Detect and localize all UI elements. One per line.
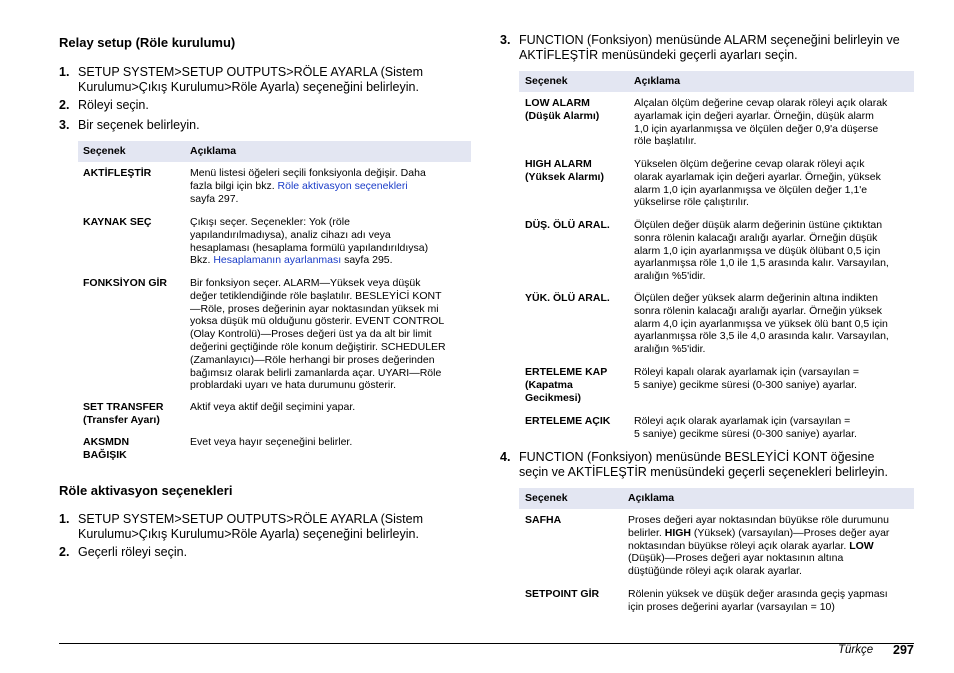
option-description: Rölenin yüksek ve düşük değer arasında geçiş yapması için proses değerini ayarlar (varsayılan = 10)	[628, 588, 888, 613]
step-number: 4.	[500, 450, 511, 464]
header-option: Seçenek	[525, 492, 568, 504]
option-name: ERTELEME KAP (Kapatma Gecikmesi)	[525, 366, 608, 404]
step-number: 1.	[59, 512, 70, 526]
step-number: 3.	[500, 33, 511, 47]
footer-divider	[59, 643, 914, 644]
option-name: HIGH ALARM (Yüksek Alarmı)	[525, 158, 604, 183]
option-description: Röleyi kapalı olarak ayarlamak için (varsayılan = 5 saniye) gecikme süresi (0-300 saniye) ayarlar.	[634, 366, 859, 391]
alarm-options-table	[519, 71, 914, 446]
option-name: ERTELEME AÇIK	[525, 415, 611, 427]
step-text: Kurulumu>Çıkış Kurulumu>Röle Ayarla) seçeneğini belirleyin.	[78, 80, 419, 94]
step-text: Geçerli röleyi seçin.	[78, 545, 188, 559]
header-description: Açıklama	[634, 75, 681, 87]
step-number: 3.	[59, 118, 70, 132]
option-name: SET TRANSFER (Transfer Ayarı)	[83, 401, 164, 426]
step-text: SETUP SYSTEM>SETUP OUTPUTS>RÖLE AYARLA (Sistem	[78, 65, 424, 79]
option-name: AKTİFLEŞTİR	[83, 167, 152, 179]
section-title-relay-activation: Röle aktivasyon seçenekleri	[59, 483, 233, 498]
option-name: AKSMDN BAĞIŞIK	[83, 436, 130, 461]
option-name: KAYNAK SEÇ	[83, 216, 152, 228]
step-text: FUNCTION (Fonksiyon) menüsünde ALARM seçeneğini belirleyin ve	[519, 33, 900, 47]
option-description: Röleyi açık olarak ayarlamak için (varsayılan = 5 saniye) gecikme süresi (0-300 saniye) ayarlar.	[634, 415, 857, 440]
option-description: Menü listesi öğeleri seçili fonksiyonla değişir. Daha fazla bilgi için bkz. Röle aktivasyon seçenekleri sayfa 297.	[190, 167, 426, 205]
option-name: LOW ALARM (Düşük Alarmı)	[525, 97, 600, 122]
step-number: 2.	[59, 545, 70, 559]
step-number: 1.	[59, 65, 70, 79]
option-name: DÜŞ. ÖLÜ ARAL.	[525, 219, 610, 231]
option-name: YÜK. ÖLÜ ARAL.	[525, 292, 610, 304]
step-text: Röleyi seçin.	[78, 98, 149, 112]
table-header	[519, 71, 914, 92]
option-name: FONKSİYON GİR	[83, 277, 168, 289]
step-text: seçin ve AKTİFLEŞTİR menüsündeki geçerli seçenekleri belirleyin.	[519, 465, 888, 479]
section-title-relay-setup: Relay setup (Röle kurulumu)	[59, 35, 236, 50]
option-name: SETPOINT GİR	[525, 588, 600, 600]
header-option: Seçenek	[525, 75, 568, 87]
option-description: Evet veya hayır seçeneğini belirler.	[190, 436, 353, 448]
option-name: SAFHA	[525, 514, 562, 526]
option-description: Proses değeri ayar noktasından büyükse röle durumunu belirler. HIGH (Yüksek) (varsayılan)—Proses değer ayar noktasından büyükse röleyi açık olarak ayarlar. LOW (Düşük)—Proses değeri ayar noktasının altına düştüğünde röleyi açık olarak ayarlar.	[628, 514, 890, 578]
option-description: Alçalan ölçüm değerine cevap olarak röleyi açık olarak ayarlamak için değeri ayarlar. Örneğin, düşük alarm 1,0 için ayarlanmışsa ve ölçülen değer 0,9'a düşerse röle başlatılır.	[634, 97, 888, 148]
step-text: Bir seçenek belirleyin.	[78, 118, 200, 132]
footer-language: Türkçe	[838, 644, 874, 656]
option-description: Bir fonksiyon seçer. ALARM—Yüksek veya düşük değer tetiklendiğinde röle başlatılır. BESLEYİCİ KONT —Röle, proses değerinin ayar noktasından yüksek mi yoksa düşük mü olduğunu gösterir. EVENT CONTROL (Olay Kontrolü)—Proses değeri üst ya da alt bir limit değerini geçtiğinde röle konum değiştirir. SCHEDULER (Zamanlayıcı)—Röle herhangi bir proses değerinden bağımsız olarak belirli zamanlarda açar. UYARI—Röle problardaki uyarı ve hata durumunu gösterir.	[190, 277, 446, 392]
link-calculation-setup[interactable]: Hesaplamanın ayarlanması	[213, 254, 342, 267]
option-description: Yükselen ölçüm değerine cevap olarak röleyi açık olarak ayarlamak için değeri ayarlar. Örneğin, yüksek alarm 1,0 için ayarlanmışsa ve ölçülen değer 1,1'e yükselirse röle çalıştırılır.	[634, 158, 881, 209]
header-description: Açıklama	[628, 492, 675, 504]
header-option: Seçenek	[83, 145, 126, 157]
option-description: Aktif veya aktif değil seçimini yapar.	[190, 401, 356, 413]
feeder-options-table	[519, 488, 914, 618]
step-number: 2.	[59, 98, 70, 112]
link-relay-activation-options[interactable]: Röle aktivasyon seçenekleri	[277, 179, 408, 192]
step-text: AKTİFLEŞTİR menüsündeki geçerli ayarları seçin.	[519, 48, 798, 62]
option-description: Ölçülen değer düşük alarm değerinin üstüne çıktıktan sonra rölenin kalacağı aralığı ayarlar. Örneğin düşük alarm 1,0 için ayarlanmışsa ve düşük ölübant 0,5 için ayarlanmışsa röle 1,0 ile 1,5 arasında kalır. Varsayılan, aralığın %5'idir.	[634, 219, 889, 283]
option-description: Çıkışı seçer. Seçenekler: Yok (röle yapılandırılmadıysa), analiz cihazı adı veya hesaplaması (hesaplama formülü yapılandırıldıysa) Bkz. Hesaplamanın ayarlanması sayfa 295.	[190, 216, 429, 267]
step-text: SETUP SYSTEM>SETUP OUTPUTS>RÖLE AYARLA (Sistem	[78, 512, 424, 526]
relay-setup-table	[78, 141, 471, 471]
step-text: Kurulumu>Çıkış Kurulumu>Röle Ayarla) seçeneğini belirleyin.	[78, 527, 419, 541]
table-header	[519, 488, 914, 509]
page-number: 297	[893, 643, 914, 657]
option-description: Ölçülen değer yüksek alarm değerinin altına indikten sonra rölenin kalacağı aralığı ayarlar. Örneğin yüksek alarm 4,0 için ayarlanmışsa ve yüksek ölü bant 0,5 için ayarlanmışsa röle 3,5 ile 4,0 arasında kalır. Varsayılan, aralığın %5'idir.	[634, 292, 889, 356]
header-description: Açıklama	[190, 145, 237, 157]
step-text: FUNCTION (Fonksiyon) menüsünde BESLEYİCİ KONT öğesine	[519, 450, 875, 464]
table-header	[78, 141, 471, 162]
